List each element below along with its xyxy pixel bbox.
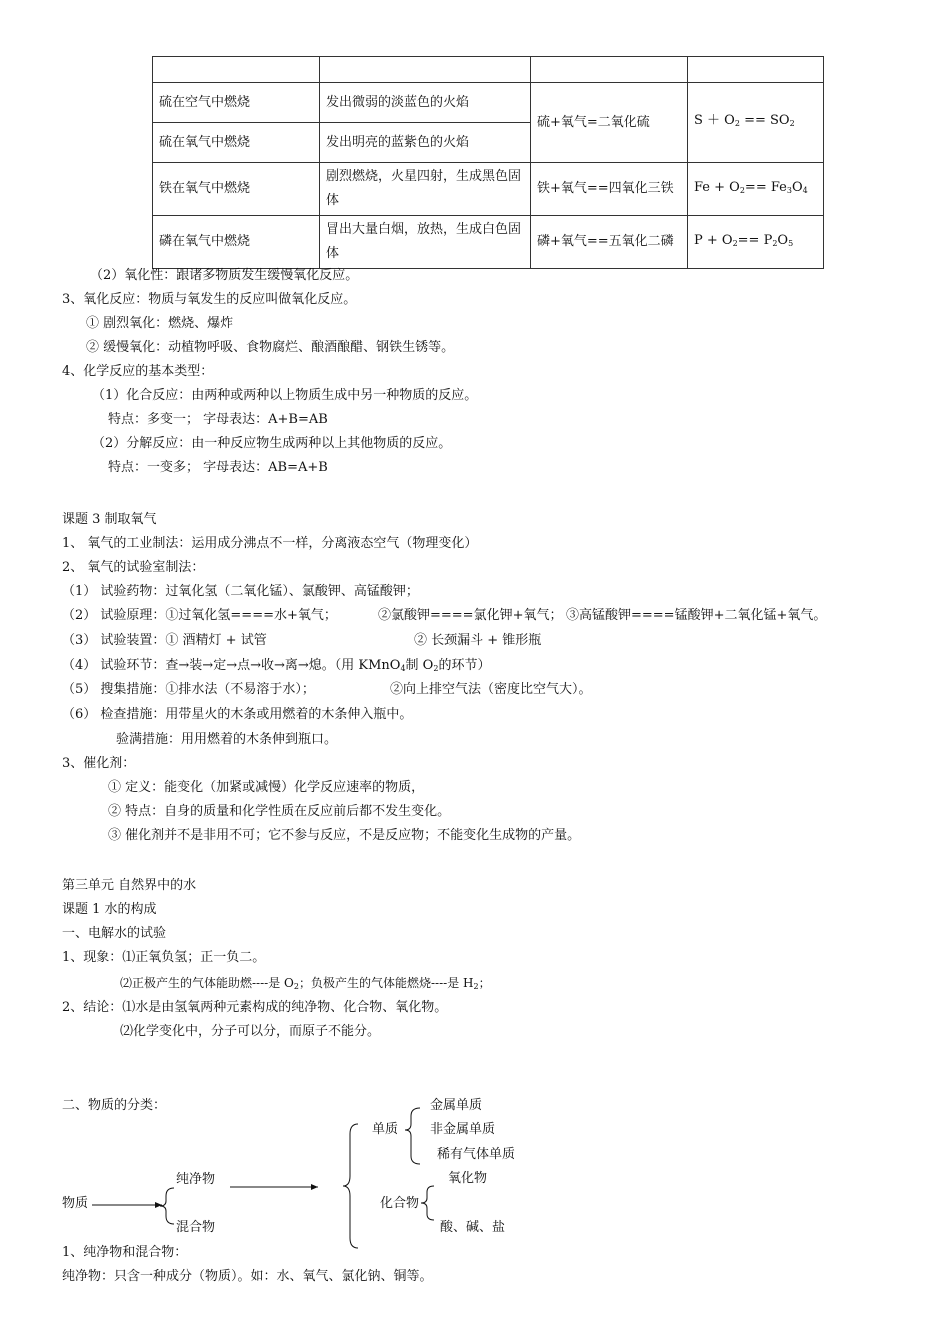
acid-base-salt-label: 酸、碱、盐: [440, 1220, 506, 1235]
combination-line: （1）化合反应：由两种或两种以上物质生成中另一种物质的反应。: [92, 388, 478, 403]
pure-mixture-heading: 1、纯净物和混合物：: [62, 1245, 188, 1260]
eq-part: S ＋ O: [694, 113, 735, 128]
eq-subscript: 2: [789, 119, 795, 128]
reaction-phenomenon: 剧烈燃烧，火星四射，生成黑色固体: [320, 163, 531, 216]
steps-subscript: 4: [400, 664, 406, 673]
word-equation: 磷+氧气==五氧化二磷: [531, 216, 688, 269]
decomposition-feature-line: 特点：一变多； 字母表达：AB=A+B: [108, 460, 328, 475]
oxide-label: 氧化物: [448, 1171, 488, 1186]
violent-oxidation-line: ① 剧烈氧化：燃烧、爆炸: [86, 316, 234, 331]
principle-line-1: （2） 试验原理：①过氧化氢====水+氧气；: [62, 608, 337, 623]
reaction-name: 硫在氧气中燃烧: [153, 123, 320, 163]
slow-oxidation-line: ② 缓慢氧化：动植物呼吸、食物腐烂、酿酒酿醋、钢铁生锈等。: [86, 340, 455, 355]
catalyst-heading: 3、催化剂：: [62, 756, 136, 771]
element-brace: [405, 1108, 420, 1164]
conclusion-line-2: ⑵化学变化中，分子可以分，而原子不能分。: [120, 1024, 381, 1039]
phenomenon-line: 1、现象：⑴正氧负氢；正一负二。: [62, 950, 266, 965]
pure-definition-line: 纯净物：只含一种成分（物质）。如：水、氧气、氯化钠、铜等。: [62, 1269, 433, 1284]
reaction-phenomenon: 发出微弱的淡蓝色的火焰: [320, 83, 531, 123]
apparatus-line-2: ② 长颈漏斗 + 锥形瓶: [414, 633, 542, 648]
basic-types-heading: 4、化学反应的基本类型：: [62, 364, 214, 379]
steps-subscript: 2: [433, 664, 439, 673]
word-equation: 硫+氧气=二氧化硫: [531, 83, 688, 163]
metal-element-label: 金属单质: [430, 1098, 483, 1113]
eq-subscript: 2: [772, 238, 778, 248]
lesson1-title: 课题 1 水的构成: [62, 902, 157, 917]
noble-gas-element-label: 稀有气体单质: [437, 1147, 516, 1162]
oxidizing-line: （2）氧化性：跟诸多物质发生缓慢氧化反应。: [90, 268, 359, 283]
decomposition-line: （2）分解反应：由一种反应物生成两种以上其他物质的反应。: [92, 436, 452, 451]
eq-part: == P: [737, 232, 773, 248]
eq-subscript: 5: [788, 238, 794, 248]
check-line: （6） 检查措施：用带星火的木条或用燃着的木条伸入瓶中。: [62, 707, 413, 722]
collect-line-1: （5） 搜集措施：①排水法（不易溶于水）；: [62, 682, 315, 697]
catalyst-definition: ① 定义：能变化（加紧或减慢）化学反应速率的物质，: [108, 780, 425, 795]
catalyst-feature: ② 特点：自身的质量和化学性质在反应前后都不发生变化。: [108, 804, 451, 819]
reaction-phenomenon: 发出明亮的蓝紫色的火焰: [320, 123, 531, 163]
eq-part: Fe + O: [694, 179, 740, 195]
eq-part: O: [791, 179, 803, 195]
compound-label: 化合物: [380, 1196, 420, 1211]
phen-text: ；: [478, 976, 491, 990]
conclusion-line: 2、结论：⑴水是由氢氧两种元素构成的纯净物、化合物、氧化物。: [62, 1000, 448, 1015]
word-equation: 铁+氧气==四氧化三铁: [531, 163, 688, 216]
eq-subscript: 2: [734, 119, 740, 128]
phen-text: ；负极产生的气体能燃烧----是 H: [298, 976, 474, 990]
reaction-name: 磷在氧气中燃烧: [153, 216, 320, 269]
collect-line-2: ②向上排空气法（密度比空气大）。: [390, 682, 592, 697]
compound-brace: [421, 1186, 434, 1220]
eq-part: == SO: [739, 113, 790, 128]
steps-text: 制 O: [405, 658, 434, 673]
pure-mix-brace: [160, 1188, 174, 1224]
catalyst-note: ③ 催化剂并不是非用不可；它不参与反应，不是反应物；不能变化生成物的产量。: [108, 828, 581, 843]
eq-subscript: 4: [802, 185, 808, 195]
lesson3-title: 课题 3 制取氧气: [62, 512, 157, 527]
eq-part: O: [777, 232, 789, 248]
matter-label: 物质: [62, 1196, 89, 1211]
lab-method-heading: 2、 氧气的试验室制法：: [62, 560, 205, 575]
phen-subscript: 2: [473, 982, 479, 991]
steps-text: （4） 试验环节：查→装→定→点→收→离→熄。（用 KMnO: [62, 658, 401, 673]
industrial-method-line: 1、 氧气的工业制法：运用成分沸点不一样，分离液态空气（物理变化）: [62, 536, 478, 551]
oxidation-reaction-heading: 3、氧化反应：物质与氧发生的反应叫做氧化反应。: [62, 292, 357, 307]
principle-line-2: ②氯酸钾====氯化钾+氧气；: [378, 608, 563, 623]
reaction-name: 铁在氧气中燃烧: [153, 163, 320, 216]
apparatus-line-1: （3） 试验装置：① 酒精灯 + 试管: [62, 633, 267, 648]
eq-subscript: 2: [732, 238, 738, 248]
full-check-line: 验满措施：用用燃着的木条伸到瓶口。: [116, 732, 338, 747]
element-label: 单质: [372, 1122, 399, 1137]
unit3-title: 第三单元 自然界中的水: [62, 878, 197, 893]
eq-subscript: 3: [786, 185, 792, 195]
steps-text: 的环节）: [438, 658, 491, 673]
principle-line-3: ③高锰酸钾====锰酸钾+二氧化锰+氧气。: [566, 608, 827, 623]
reaction-name: 硫在空气中燃烧: [153, 83, 320, 123]
drugs-line: （1） 试验药物：过氧化氢（二氧化锰）、氯酸钾、高锰酸钾；: [62, 584, 419, 599]
pure-brace: [343, 1124, 358, 1248]
reaction-phenomenon: 冒出大量白烟，放热，生成白色固体: [320, 216, 531, 269]
phen-text: ⑵正极产生的气体能助燃----是 O: [120, 976, 294, 990]
eq-subscript: 2: [739, 185, 745, 195]
eq-part: P + O: [694, 232, 733, 248]
pure-substance-label: 纯净物: [176, 1172, 216, 1187]
electrolysis-heading: 一、电解水的试验: [62, 926, 167, 941]
nonmetal-element-label: 非金属单质: [430, 1122, 496, 1137]
combination-feature-line: 特点：多变一； 字母表达：A+B=AB: [108, 412, 328, 427]
phen-subscript: 2: [293, 982, 299, 991]
classification-heading: 二、物质的分类：: [62, 1098, 167, 1113]
eq-part: == Fe: [744, 179, 787, 195]
mixture-label: 混合物: [176, 1220, 216, 1235]
